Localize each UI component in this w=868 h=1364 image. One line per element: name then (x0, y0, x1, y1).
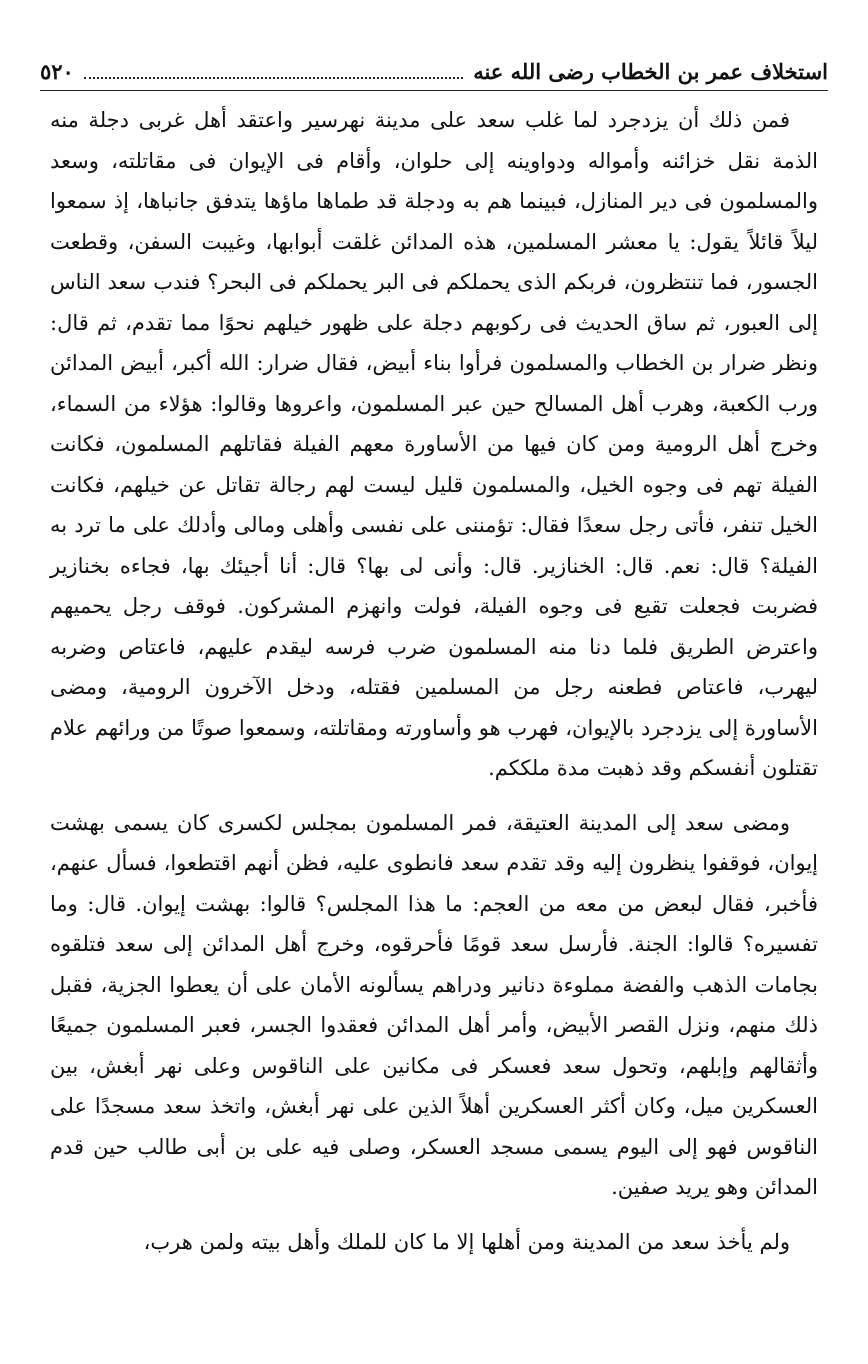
chapter-title: استخلاف عمر بن الخطاب رضى الله عنه (473, 58, 828, 84)
page-number: ٥٢٠ (40, 58, 74, 84)
paragraph: فمن ذلك أن يزدجرد لما غلب سعد على مدينة نهرسير واعتقد أهل غربى دجلة منه الذمة نقل خزائنه وأمواله ودواوينه إلى حلوان، وأقام فى الإيوان فى مقاتلته، وسعد والمسلمون فى دير المنازل، فبينما هم به ودجلة قد طماها ماؤها يتدفق جانباها، إذ سمعوا ليلاً قائلاً يقول: يا معشر المسلمين، هذه المدائن غلقت أبوابها، وغيبت السفن، وقطعت الجسور، فما تنتظرون، فربكم الذى يحملكم فى البر يحملكم فى البحر؟ فندب سعد الناس إلى العبور، ثم ساق الحديث فى ركوبهم دجلة على ظهور خيلهم نحوًا مما تقدم، ثم قال: ونظر ضرار بن الخطاب والمسلمون فرأوا بناء أبيض، فقال ضرار: الله أكبر، أبيض المدائن ورب الكعبة، وهرب أهل المسالح حين عبر المسلمون، واعروها وقالوا: هؤلاء من السماء، وخرج أهل الرومية ومن كان فيها من الأساورة معهم الفيلة فقاتلهم المسلمون، فكانت الفيلة تهم فى وجوه الخيل، والمسلمون قليل ليست لهم رجالة تقاتل عن خيلهم، فكانت الخيل تنفر، فأتى رجل سعدًا فقال: تؤمننى على نفسى وأهلى ومالى وأدلك على ما ترد به الفيلة؟ قال: نعم. قال: الخنازير. قال: وأنى لى بها؟ قال: أنا أجيئك بها، فجاءه بخنازير فضربت فجعلت تقيع فى وجوه الفيلة، فولت وانهزم المشركون. فوقف رجل يحميهم واعترض الطريق فلما دنا منه المسلمون ضرب فرسه ليقدم عليهم، فاعتاص وضربه ليهرب، فاعتاص فطعنه رجل من المسلمين فقتله، ودخل الآخرون الرومية، ومضى الأساورة إلى يزدجرد بالإيوان، فهرب هو وأساورته ومقاتلته، وسمعوا صوتًا من ورائهم علام تقتلون أنفسكم وقد ذهبت مدة ملككم. (50, 108, 819, 780)
header-rule (40, 90, 828, 91)
paragraph: ولم يأخذ سعد من المدينة ومن أهلها إلا ما كان للملك وأهل بيته ولمن هرب، (143, 1229, 790, 1254)
paragraph: ومضى سعد إلى المدينة العتيقة، فمر المسلمون بمجلس لكسرى كان يسمى بهشت إيوان، فوقفوا ينظرون إليه وقد تقدم سعد فانطوى عليه، فظن أنهم اقتطعوا، فسأل عنهم، فأخبر، فقال لبعض من معه من العجم: ما هذا المجلس؟ قالوا: بهشت إيوان. قال: وما تفسيره؟ قالوا: الجنة. فأرسل سعد قومًا فأحرقوه، وخرج أهل المدائن إلى سعد فتلقوه بجامات الذهب والفضة مملوءة دنانير ودراهم يسألونه الأمان على أن يعطوا الجزية، فقبل ذلك منهم، ونزل القصر الأبيض، وأمر أهل المدائن فعقدوا الجسر، فعبر المسلمون جميعًا وأثقالهم وإبلهم، وتحول سعد فعسكر فى مكانين على الناقوس وعلى نهر أبغش، بين العسكرين ميل، وكان أكثر العسكرين أهلاً الذين على نهر أبغش، واتخذ سعد مسجدًا على الناقوس فهو إلى اليوم يسمى مسجد العسكر، وصلى فيه على بن أبى طالب حين قدم المدائن وهو يريد صفين. (50, 810, 818, 1199)
leader-dots (84, 63, 463, 79)
page-body (50, 100, 818, 1262)
running-header (40, 52, 828, 90)
